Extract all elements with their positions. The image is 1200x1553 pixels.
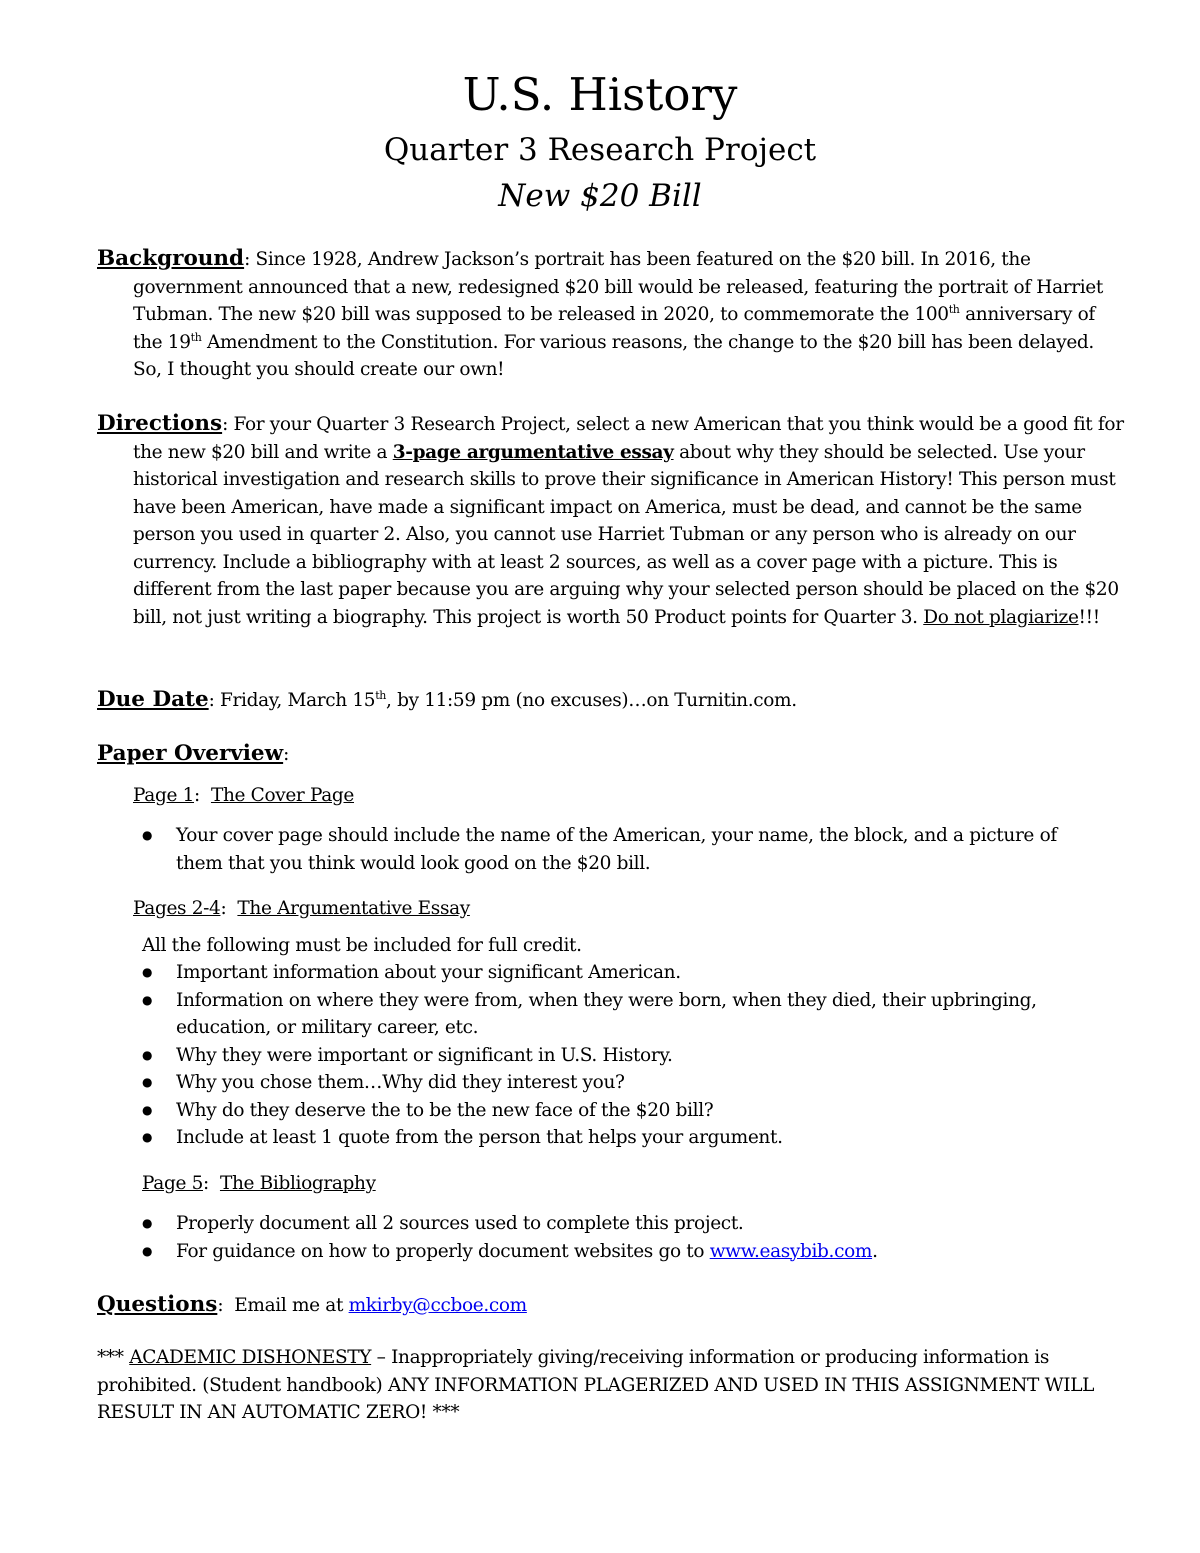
due-date-section: [97, 686, 1127, 715]
plagiarism-warning: Do not plagiarize: [923, 606, 1079, 628]
document-topic: New $20 Bill: [498, 178, 702, 214]
page1-name: The Cover Page: [210, 785, 354, 806]
directions-text-c: !!!: [1078, 606, 1100, 628]
overview-heading: Paper Overview: [97, 741, 284, 766]
page5-separator: :: [203, 1173, 220, 1194]
directions-text-a: : For your Quarter 3 Research Project, select a new American that you think would be a good fit for the new $20 bill and write a: [133, 414, 1124, 463]
easybib-end: .: [872, 1240, 878, 1262]
academic-dishonesty-notice: [97, 1344, 1117, 1427]
pages2-4-separator: :: [220, 898, 238, 919]
directions-heading: Directions: [97, 411, 223, 436]
pages2-4-list: [140, 959, 1100, 1152]
due-date-text-a: : Friday, March 15: [208, 690, 376, 711]
due-date-paragraph: [97, 686, 1127, 715]
page5-subheading: [142, 1170, 376, 1198]
overview-section: [97, 740, 1127, 769]
page5-name: The Bibliography: [219, 1173, 376, 1194]
questions-text: : Email me at: [217, 1295, 349, 1316]
easybib-link[interactable]: www.easybib.com: [709, 1240, 873, 1262]
list-item: [140, 1238, 1100, 1266]
pages2-4-subheading: [133, 895, 470, 923]
document-subtitle: Quarter 3 Research Project: [383, 132, 817, 168]
page1-label: Page 1: [133, 785, 194, 806]
essay-length-emphasis: 3-page argumentative essay: [392, 441, 674, 463]
pages2-4-intro: All the following must be included for full credit.: [142, 935, 582, 956]
pages2-4-name: The Argumentative Essay: [237, 898, 470, 919]
list-item: ● Your cover page should include the name of the American, your name, the block, and a picture of them that you think would look good on the $20 bill.: [140, 822, 1100, 877]
list-item: ● Information on where they were from, when they were born, when they died, their upbringing, education, or military career, etc.: [140, 987, 1100, 1042]
background-heading: Background: [97, 246, 245, 271]
background-text-c: Amendment to the Constitution. For various reasons, the change to the $20 bill has been delayed. So, I thought you should create our own!: [133, 331, 1094, 380]
background-paragraph: [97, 245, 1127, 384]
email-link[interactable]: mkirby@ccboe.com: [348, 1295, 527, 1316]
list-item: ● Include at least 1 quote from the person that helps your argument.: [140, 1124, 1100, 1152]
due-date-heading: Due Date: [97, 687, 209, 712]
notice-stars: ***: [97, 1347, 130, 1368]
list-item: ● Why you chose them…Why did they interest you?: [140, 1069, 1100, 1097]
page5-label: Page 5: [142, 1173, 203, 1194]
page1-separator: :: [194, 785, 211, 806]
questions-section: [97, 1291, 1127, 1320]
document-title: U.S. History: [462, 68, 738, 121]
background-sup-b: th: [190, 330, 202, 344]
notice-label: ACADEMIC DISHONESTY: [129, 1347, 372, 1368]
page1-list: [140, 822, 1100, 877]
background-sup-a: th: [948, 303, 960, 316]
due-date-sup: th: [375, 689, 387, 702]
list-item: ● Why they were important or significant in U.S. History.: [140, 1042, 1100, 1070]
background-text-b: anniversary of the 19: [133, 304, 1095, 353]
overview-heading-line: [97, 740, 1127, 769]
directions-text-b: about why they should be selected. Use your historical investigation and research skills to prove their significance in American History! This person must have been American, have made a significant impact on America, must be dead, and cannot be the same person you used in quarter 2. Also, you cannot use Harriet Tubman or any person who is already on our currency. Include a bibliography with at least 2 sources, as well as a cover page with a picture. This is different from the last paper because you are arguing why your selected person should be placed on the $20 bill, not just writing a biography. This project is worth 50 Product points for Quarter 3.: [133, 441, 1119, 628]
page1-subheading: [133, 782, 354, 810]
questions-heading: Questions: [97, 1292, 218, 1317]
background-section: [97, 245, 1127, 384]
list-item: ● Important information about your significant American.: [140, 959, 1100, 987]
list-item: ● Why do they deserve the to be the new face of the $20 bill?: [140, 1097, 1100, 1125]
notice-text: – Inappropriately giving/receiving information or producing information is prohibited. (Student handbook) ANY INFORMATION PLAGERIZED AND USED IN THIS ASSIGNMENT WILL RESULT IN AN AUTOMATIC ZERO! ***: [97, 1347, 1095, 1423]
page5-list: [140, 1210, 1100, 1265]
directions-paragraph: [97, 410, 1127, 631]
due-date-text-b: , by 11:59 pm (no excuses)…on Turnitin.com.: [386, 690, 797, 711]
questions-paragraph: [97, 1291, 1127, 1320]
list-item: ● Properly document all 2 sources used to complete this project.: [140, 1210, 1100, 1238]
directions-section: [97, 410, 1127, 631]
background-text-a: : Since 1928, Andrew Jackson’s portrait has been featured on the $20 bill. In 2016, the government announced that a new, redesigned $20 bill would be released, featuring the portrait of Harriet Tubman. The new $20 bill was supposed to be released in 2020, to commemorate the 100: [133, 249, 1103, 325]
easybib-text: For guidance on how to properly document websites go to: [176, 1240, 710, 1262]
overview-colon: :: [283, 744, 290, 765]
pages2-4-label: Pages 2-4: [133, 898, 221, 919]
